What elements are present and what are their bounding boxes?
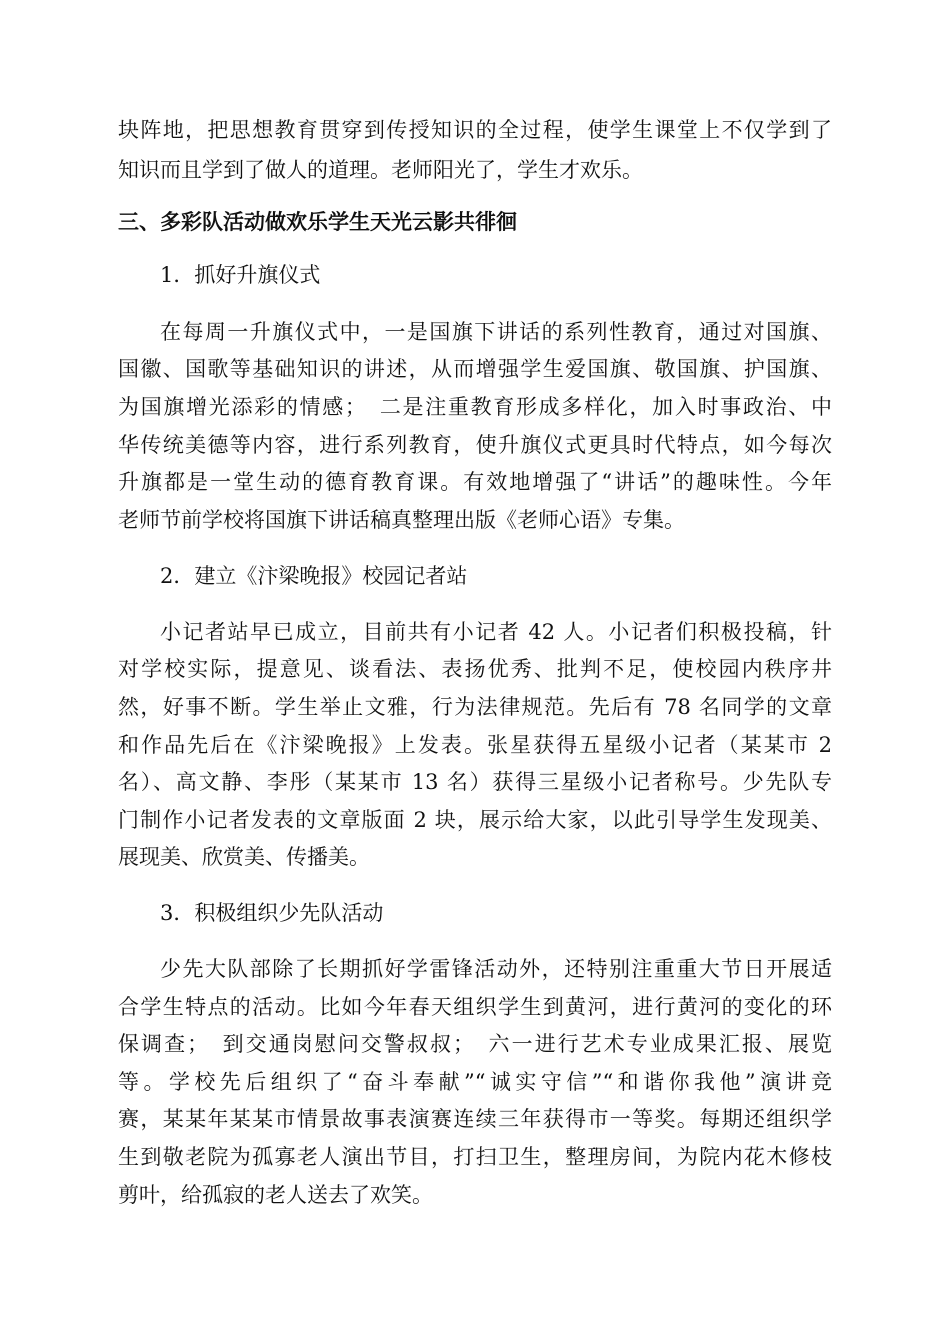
subsection-heading: 2．建立《汴梁晚报》校园记者站	[160, 564, 468, 588]
paragraph-line: 保调查； 到交通岗慰问交警叔叔； 六一进行艺术专业成果汇报、展览	[118, 1032, 832, 1056]
paragraph-line: 在每周一升旗仪式中，一是国旗下讲话的系列性教育，通过对国旗、	[160, 320, 832, 344]
section-heading: 三、多彩队活动做欢乐学生天光云影共徘徊	[118, 210, 517, 234]
paragraph-line: 然，好事不断。学生举止文雅，行为法律规范。先后有 78 名同学的文章	[118, 695, 832, 719]
paragraph-line: 小记者站早已成立，目前共有小记者 42 人。小记者们积极投稿，针	[160, 620, 832, 644]
paragraph-line: 剪叶，给孤寂的老人送去了欢笑。	[118, 1183, 433, 1207]
paragraph-line: 少先大队部除了长期抓好学雷锋活动外，还特别注重重大节日开展适	[160, 957, 832, 981]
paragraph-line: 合学生特点的活动。比如今年春天组织学生到黄河，进行黄河的变化的环	[118, 995, 832, 1019]
paragraph-line: 和作品先后在《汴梁晚报》上发表。张星获得五星级小记者（某某市 2	[118, 733, 832, 757]
paragraph-line: 块阵地，把思想教育贯穿到传授知识的全过程，使学生课堂上不仅学到了	[118, 118, 832, 142]
subsection-heading: 1．抓好升旗仪式	[160, 263, 321, 287]
paragraph-line: 老师节前学校将国旗下讲话稿真整理出版《老师心语》专集。	[118, 508, 685, 532]
paragraph-line: 赛，某某年某某市情景故事表演赛连续三年获得市一等奖。每期还组织学	[118, 1107, 832, 1131]
paragraph-line: 门制作小记者发表的文章版面 2 块，展示给大家，以此引导学生发现美、	[118, 808, 832, 832]
paragraph-line: 等。学校先后组织了“奋斗奉献”“诚实守信”“和谐你我他”演讲竞	[118, 1070, 832, 1094]
paragraph-line: 为国旗增光添彩的情感； 二是注重教育形成多样化，加入时事政治、中	[118, 395, 832, 419]
paragraph-line: 对学校实际，提意见、谈看法、表扬优秀、批判不足，使校园内秩序井	[118, 657, 832, 681]
paragraph-line: 升旗都是一堂生动的德育教育课。有效地增强了“讲话”的趣味性。今年	[118, 470, 832, 494]
paragraph-line: 名）、高文静、李彤（某某市 13 名）获得三星级小记者称号。少先队专	[118, 770, 832, 794]
paragraph-line: 华传统美德等内容，进行系列教育，使升旗仪式更具时代特点，如今每次	[118, 433, 832, 457]
paragraph-line: 知识而且学到了做人的道理。老师阳光了，学生才欢乐。	[118, 158, 643, 182]
paragraph-line: 生到敬老院为孤寡老人演出节目，打扫卫生，整理房间，为院内花木修枝	[118, 1145, 832, 1169]
paragraph-line: 展现美、欣赏美、传播美。	[118, 845, 370, 869]
subsection-heading: 3．积极组织少先队活动	[160, 901, 384, 925]
paragraph-line: 国徽、国歌等基础知识的讲述，从而增强学生爱国旗、敬国旗、护国旗、	[118, 357, 832, 381]
